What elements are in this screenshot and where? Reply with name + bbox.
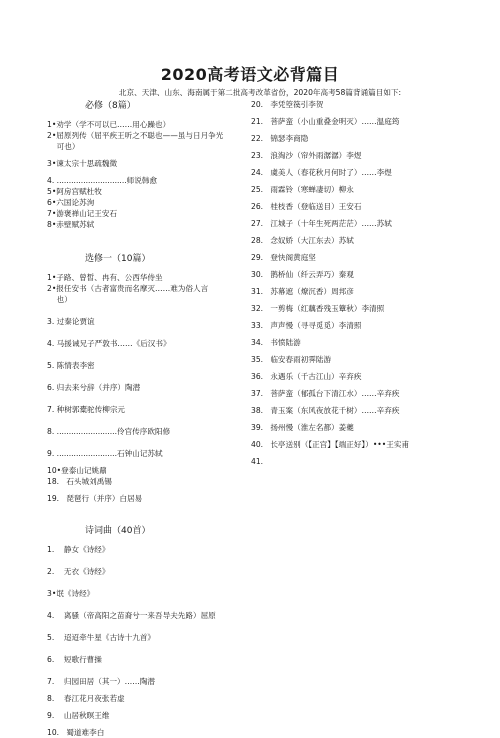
list-item: 31. 苏幕遮（燎沉香）周邦彦 bbox=[251, 287, 354, 296]
list-item: 30. 鹊桥仙（纤云弄巧）秦观 bbox=[251, 270, 354, 279]
list-item: 41. bbox=[251, 457, 264, 466]
list-item: 5. 陈情表李密 bbox=[47, 361, 95, 370]
list-item: 4. .............................师说韩愈 bbox=[47, 176, 158, 185]
list-item: 7. 归园田居（其一）……陶潜 bbox=[47, 677, 156, 686]
list-item: 8•赤壁赋苏轼 bbox=[47, 220, 95, 229]
list-item: 7•游褒禅山记王安石 bbox=[47, 209, 118, 218]
list-item: 39. 扬州慢（淮左名都）姜夔 bbox=[251, 423, 354, 432]
list-item: 2•屈原列传（屈平疾王听之不聪也——虽与日月争光 bbox=[47, 131, 224, 140]
section-heading-shici: 诗词曲（40首） bbox=[85, 526, 151, 536]
list-item: 19. 琵琶行（并序）白居易 bbox=[47, 494, 143, 503]
list-item: 28. 念奴娇（大江东去）苏轼 bbox=[251, 236, 354, 245]
list-item: 8. .........................伶官传序欧阳修 bbox=[47, 427, 171, 436]
list-item: 4. 离骚（帝高阳之苗裔兮一来吾导夫先路）屈原 bbox=[47, 611, 216, 620]
list-item: 22. 锦瑟李商隐 bbox=[251, 134, 309, 143]
list-item: 6. 短歌行曹操 bbox=[47, 655, 102, 664]
list-item: 2. 无衣《诗经》 bbox=[47, 567, 110, 576]
list-item: 35. 临安春雨初霁陆游 bbox=[251, 355, 332, 364]
list-item: 8. 春江花月夜张若虚 bbox=[47, 694, 125, 703]
list-item: 6. 归去来兮辞（并序）陶潜 bbox=[47, 383, 141, 392]
list-item: 7. 种树郭橐驼传柳宗元 bbox=[47, 405, 126, 414]
list-item: 24. 虞美人（春花秋月何时了）……李煜 bbox=[251, 168, 392, 177]
intro-text: 北京、天津、山东、海南属于第二批高考改革省份，2020年高考58篇背诵篇目如下: bbox=[118, 88, 402, 97]
list-item: 32. 一剪梅（红藕香残玉簟秋）李清照 bbox=[251, 304, 385, 313]
list-item: 3•氓《诗经》 bbox=[47, 589, 95, 598]
list-item: 33. 声声慢（寻寻觅觅）李清照 bbox=[251, 321, 362, 330]
list-item: 10. 蜀道难李白 bbox=[47, 728, 105, 737]
list-item: 21. 菩萨蛮（小山重叠金明灭）……温庭筠 bbox=[251, 117, 400, 126]
list-item: 20. 李凭箜篌引李贺 bbox=[251, 100, 324, 109]
section-heading-xuanze1: 选修一（10篇） bbox=[85, 254, 151, 264]
list-item: 1. 静女《诗经》 bbox=[47, 545, 110, 554]
list-item: 40. 长亭送别（【正宫】【端正好】）•••王实甫 bbox=[251, 440, 410, 449]
right-column bbox=[251, 99, 481, 467]
left-column bbox=[47, 99, 242, 738]
list-item: 25. 雨霖铃（寒蝉凄切）柳永 bbox=[251, 185, 354, 194]
list-item: 可也） bbox=[47, 142, 80, 151]
list-item: 36. 永遇乐（千古江山）辛弃疾 bbox=[251, 372, 362, 381]
list-item: 37. 菩萨蛮（郁孤台下清江水）……辛弃疾 bbox=[251, 389, 400, 398]
list-item: 也） bbox=[47, 295, 72, 304]
list-item: 5•阿房宫赋杜牧 bbox=[47, 187, 102, 196]
list-item: 38. 青玉案（东风夜放花千树）……辛弃疾 bbox=[251, 406, 400, 415]
list-item: 1•劝学（学不可以已……用心躁也） bbox=[47, 120, 171, 129]
page-title: 2020高考语文必背篇目 bbox=[160, 65, 340, 84]
list-item: 6•六国论苏洵 bbox=[47, 198, 95, 207]
list-item: 3. 过秦论贾谊 bbox=[47, 317, 95, 326]
section-heading-bixiu: 必修（8篇） bbox=[85, 101, 136, 111]
list-item: 34. 书愤陆游 bbox=[251, 338, 301, 347]
list-item: 23. 浪淘沙（帘外雨潺潺）李煜 bbox=[251, 151, 362, 160]
list-item: 1•子路、曾皙、冉有、公西华侍坐 bbox=[47, 273, 163, 282]
list-item: 3•谏太宗十思疏魏徵 bbox=[47, 159, 118, 168]
list-item: 2•报任安书（古者富贵而名摩灭……难为俗人言 bbox=[47, 284, 209, 293]
list-item: 18. 石头城刘禹锡 bbox=[47, 477, 112, 486]
list-item: 27. 江城子（十年生死两茫茫）……苏轼 bbox=[251, 219, 392, 228]
list-item: 4. 马援诫兄子严敦书……《后汉书》 bbox=[47, 339, 171, 348]
list-item: 29. 登快阁黄庭坚 bbox=[251, 253, 316, 262]
list-item: 9. 山居秋暝王维 bbox=[47, 711, 110, 720]
list-item: 5. 迢迢牵牛星《古诗十九首》 bbox=[47, 633, 156, 642]
list-item: 26. 桂枝香（登临送目）王安石 bbox=[251, 202, 362, 211]
list-item: 9. .........................石钟山记苏轼 bbox=[47, 449, 163, 458]
list-item: 10•登泰山记姚鼐 bbox=[47, 466, 107, 475]
